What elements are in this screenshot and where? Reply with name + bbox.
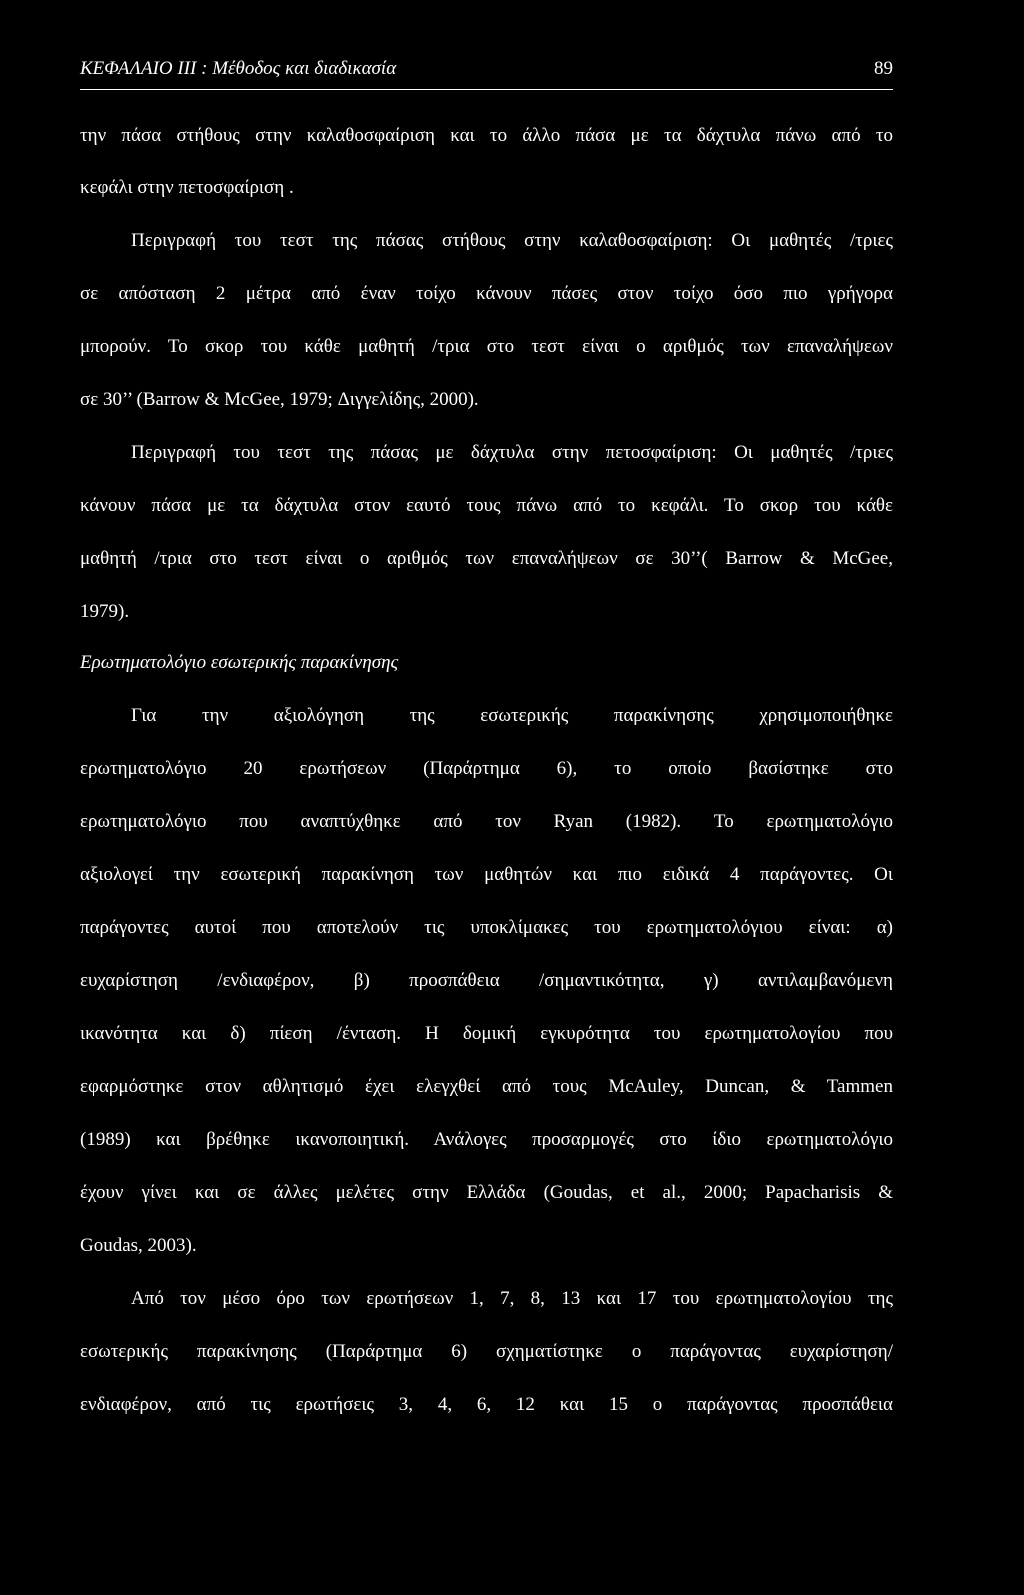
paragraph-line: ενδιαφέρον, από τις ερωτήσεις 3, 4, 6, 12 και 15 ο παράγοντας προσπάθεια (80, 1394, 893, 1415)
paragraph-line: αξιολογεί την εσωτερική παρακίνηση των μαθητών και πιο ειδικά 4 παράγοντες. Οι (80, 864, 893, 885)
paragraph-line: (1989) και βρέθηκε ικανοποιητική. Ανάλογες προσαρμογές στο ίδιο ερωτηματολόγιο (80, 1129, 893, 1150)
paragraph-line: 1979). (80, 601, 130, 622)
paragraph-line: Περιγραφή του τεστ της πάσας στήθους στην καλαθοσφαίριση: Οι μαθητές /τριες (131, 230, 893, 251)
paragraph-line: κάνουν πάσα με τα δάχτυλα στον εαυτό τους πάνω από το κεφάλι. Το σκορ του κάθε (80, 495, 893, 516)
paragraph-line: μπορούν. Το σκορ του κάθε μαθητή /τρια στο τεστ είναι ο αριθμός των επαναλήψεων (80, 336, 893, 357)
paragraph-line: ερωτηματολόγιο που αναπτύχθηκε από τον Ryan (1982). Το ερωτηματολόγιο (80, 811, 893, 832)
paragraph-line: Goudas, 2003). (80, 1235, 197, 1256)
running-header (80, 58, 893, 94)
paragraph-line: σε 30’’ (Barrow & McGee, 1979; Διγγελίδης, 2000). (80, 389, 479, 410)
paragraph-line: Από τον μέσο όρο των ερωτήσεων 1, 7, 8, 13 και 17 του ερωτηματολογίου της (131, 1288, 893, 1309)
paragraph-line: Για την αξιολόγηση της εσωτερικής παρακίνησης χρησιμοποιήθηκε (131, 705, 893, 726)
paragraph-line: παράγοντες αυτοί που αποτελούν τις υποκλίμακες του ερωτηματολόγιου είναι: α) (80, 917, 893, 938)
paragraph-line: ερωτηματολόγιο 20 ερωτήσεων (Παράρτημα 6), το οποίο βασίστηκε στο (80, 758, 893, 779)
paragraph-line: Περιγραφή του τεστ της πάσας με δάχτυλα στην πετοσφαίριση: Οι μαθητές /τριες (131, 442, 893, 463)
header-rule (80, 89, 893, 90)
paragraph-line: ευχαρίστηση /ενδιαφέρον, β) προσπάθεια /σημαντικότητα, γ) αντιλαμβανόμενη (80, 970, 893, 991)
page-number: 89 (874, 58, 893, 79)
paragraph-line: κεφάλι στην πετοσφαίριση . (80, 177, 294, 198)
paragraph-line: μαθητή /τρια στο τεστ είναι ο αριθμός των επαναλήψεων σε 30’’( Barrow & McGee, (80, 548, 893, 569)
section-heading: Ερωτηματολόγιο εσωτερικής παρακίνησης (80, 652, 399, 673)
paragraph-line: σε απόσταση 2 μέτρα από έναν τοίχο κάνουν πάσες στον τοίχο όσο πιο γρήγορα (80, 283, 893, 304)
paragraph-line: έχουν γίνει και σε άλλες μελέτες στην Ελλάδα (Goudas, et al., 2000; Papacharisis & (80, 1182, 893, 1203)
paragraph-line: εφαρμόστηκε στον αθλητισμό έχει ελεγχθεί από τους McAuley, Duncan, & Tammen (80, 1076, 893, 1097)
chapter-title: ΚΕΦΑΛΑΙΟ ΙΙΙ : Μέθοδος και διαδικασία (80, 58, 397, 79)
paragraph-line: την πάσα στήθους στην καλαθοσφαίριση και το άλλο πάσα με τα δάχτυλα πάνω από το (80, 125, 893, 146)
paragraph-line: ικανότητα και δ) πίεση /ένταση. Η δομική εγκυρότητα του ερωτηματολογίου που (80, 1023, 893, 1044)
paragraph-line: εσωτερικής παρακίνησης (Παράρτημα 6) σχηματίστηκε ο παράγοντας ευχαρίστηση/ (80, 1341, 893, 1362)
